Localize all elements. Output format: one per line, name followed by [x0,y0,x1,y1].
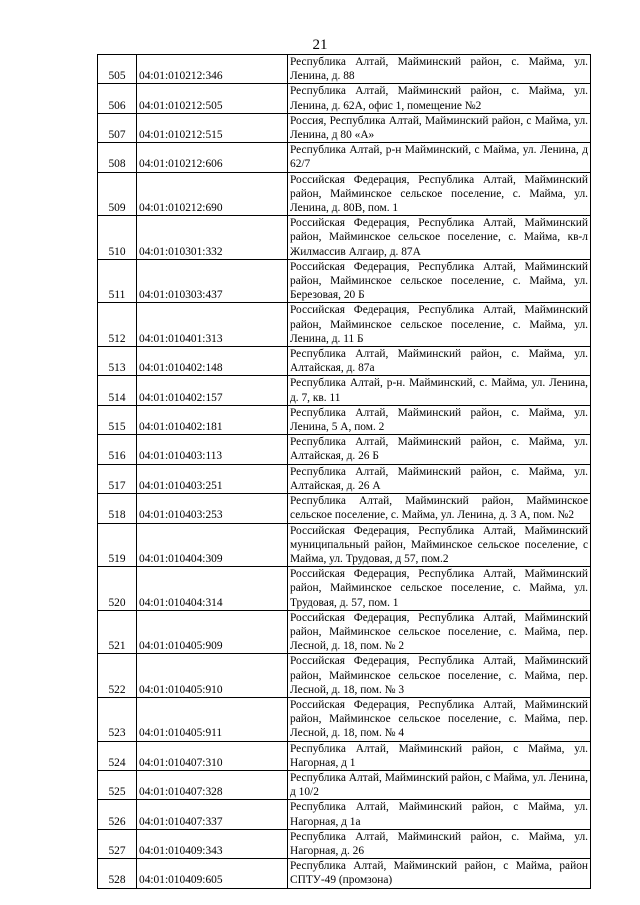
row-number-cell: 509 [98,172,137,216]
table-row [98,464,591,493]
page-number: 21 [312,37,328,53]
cadastral-number-cell: 04:01:010404:314 [137,567,288,611]
cadastral-number-cell: 04:01:010212:346 [137,55,288,84]
row-number-cell: 519 [98,523,137,567]
cadastral-number-cell: 04:01:010401:313 [137,303,288,347]
address-cell: Республика Алтай, Майминский район, с. Майма, ул. Алтайская, д. 26 А [288,464,591,493]
row-number-cell: 508 [98,143,137,172]
table-row [98,216,591,260]
cadastral-number-cell: 04:01:010303:437 [137,259,288,303]
row-number-cell: 507 [98,113,137,142]
row-number-cell: 523 [98,697,137,741]
cadastral-number-cell: 04:01:010409:605 [137,859,288,888]
row-number-cell: 526 [98,800,137,829]
table-row [98,654,591,698]
address-cell: Россия, Республика Алтай, Майминский район, с Майма, ул. Ленина, д 80 «А» [288,113,591,142]
table-row [98,376,591,405]
table-row [98,172,591,216]
address-cell: Республика Алтай, Майминский район, с. Майма, ул. Ленина, д. 62А, офис 1, помещение №2 [288,84,591,113]
registry-table [97,54,591,889]
address-cell: Российская Федерация, Республика Алтай, Майминский район, Майминское сельское поселение, с. Майма, кв-л Жилмассив Алгаир, д. 87А [288,216,591,260]
row-number-cell: 525 [98,770,137,799]
table-row [98,697,591,741]
address-cell: Республика Алтай, Майминский район, с. Майма, ул. Ленина, 5 А, пом. 2 [288,405,591,434]
row-number-cell: 514 [98,376,137,405]
address-cell: Российская Федерация, Республика Алтай, Майминский район, Майминское сельское поселение, с. Майма, ул. Трудовая, д. 57, пом. 1 [288,567,591,611]
row-number-cell: 521 [98,610,137,654]
row-number-cell: 516 [98,435,137,464]
address-cell: Российская Федерация, Республика Алтай, Майминский район, Майминское сельское поселение, с. Майма, пер. Лесной, д. 18, пом. № 3 [288,654,591,698]
table-row [98,143,591,172]
table-row [98,259,591,303]
address-cell: Республика Алтай, Майминский район, с Майма, район СПТУ-49 (промзона) [288,859,591,888]
row-number-cell: 513 [98,347,137,376]
row-number-cell: 510 [98,216,137,260]
table-row [98,567,591,611]
table-row [98,829,591,858]
cadastral-number-cell: 04:01:010407:310 [137,741,288,770]
address-cell: Республика Алтай, Майминский район, с. Майма, ул. Алтайская, д. 26 Б [288,435,591,464]
cadastral-number-cell: 04:01:010405:909 [137,610,288,654]
address-cell: Республика Алтай, Майминский район, с. Майма, ул. Алтайская, д. 87а [288,347,591,376]
address-cell: Российская Федерация, Республика Алтай, Майминский район, Майминское сельское поселение, с. Майма, ул. Ленина, д. 11 Б [288,303,591,347]
cadastral-number-cell: 04:01:010409:343 [137,829,288,858]
address-cell: Российская Федерация, Республика Алтай, Майминский муниципальный район, Майминское сельское поселение, с Майма, ул. Трудовая, д 57, пом.2 [288,523,591,567]
address-cell: Российская Федерация, Республика Алтай, Майминский район, Майминское сельское поселение, с. Майма, ул. Березовая, 20 Б [288,259,591,303]
cadastral-number-cell: 04:01:010403:113 [137,435,288,464]
table-row [98,494,591,523]
cadastral-number-cell: 04:01:010407:328 [137,770,288,799]
cadastral-number-cell: 04:01:010212:606 [137,143,288,172]
row-number-cell: 506 [98,84,137,113]
cadastral-number-cell: 04:01:010212:515 [137,113,288,142]
table-row [98,523,591,567]
row-number-cell: 520 [98,567,137,611]
table-row [98,113,591,142]
cadastral-number-cell: 04:01:010402:157 [137,376,288,405]
table-row [98,84,591,113]
address-cell: Республика Алтай, р-н Майминский, с Майма, ул. Ленина, д 62/7 [288,143,591,172]
table-row [98,859,591,888]
cadastral-number-cell: 04:01:010402:181 [137,405,288,434]
table-row [98,405,591,434]
table-row [98,55,591,84]
cadastral-number-cell: 04:01:010301:332 [137,216,288,260]
address-cell: Российская Федерация, Республика Алтай, Майминский район, Майминское сельское поселение, с. Майма, ул. Ленина, д. 80В, пом. 1 [288,172,591,216]
cadastral-number-cell: 04:01:010403:253 [137,494,288,523]
table-row [98,800,591,829]
cadastral-number-cell: 04:01:010405:911 [137,697,288,741]
row-number-cell: 524 [98,741,137,770]
address-cell: Республика Алтай, Майминский район, Майминское сельское поселение, с. Майма, ул. Ленина, д. 3 А, пом. №2 [288,494,591,523]
row-number-cell: 511 [98,259,137,303]
table-row [98,303,591,347]
table-row [98,347,591,376]
row-number-cell: 515 [98,405,137,434]
row-number-cell: 517 [98,464,137,493]
address-cell: Российская Федерация, Республика Алтай, Майминский район, Майминское сельское поселение, с. Майма, пер. Лесной, д. 18, пом. № 4 [288,697,591,741]
table-row [98,770,591,799]
registry-table-body [98,55,591,889]
cadastral-number-cell: 04:01:010212:690 [137,172,288,216]
address-cell: Республика Алтай, Майминский район, с. Майма, ул. Ленина, д. 88 [288,55,591,84]
address-cell: Республика Алтай, р-н. Майминский, с. Майма, ул. Ленина, д. 7, кв. 11 [288,376,591,405]
address-cell: Республика Алтай, Майминский район, с Майма, ул. Нагорная, д 1 [288,741,591,770]
address-cell: Республика Алтай, Майминский район, с Майма, ул. Нагорная, д 1а [288,800,591,829]
cadastral-number-cell: 04:01:010402:148 [137,347,288,376]
address-cell: Республика Алтай, Майминский район, с Майма, ул. Ленина, д 10/2 [288,770,591,799]
row-number-cell: 528 [98,859,137,888]
cadastral-number-cell: 04:01:010403:251 [137,464,288,493]
row-number-cell: 518 [98,494,137,523]
table-row [98,610,591,654]
cadastral-number-cell: 04:01:010212:505 [137,84,288,113]
row-number-cell: 505 [98,55,137,84]
cadastral-number-cell: 04:01:010407:337 [137,800,288,829]
address-cell: Российская Федерация, Республика Алтай, Майминский район, Майминское сельское поселение, с. Майма, пер. Лесной, д. 18, пом. № 2 [288,610,591,654]
cadastral-number-cell: 04:01:010404:309 [137,523,288,567]
table-row [98,741,591,770]
row-number-cell: 527 [98,829,137,858]
cadastral-number-cell: 04:01:010405:910 [137,654,288,698]
address-cell: Республика Алтай, Майминский район, с. Майма, ул. Нагорная, д. 26 [288,829,591,858]
table-row [98,435,591,464]
row-number-cell: 512 [98,303,137,347]
row-number-cell: 522 [98,654,137,698]
